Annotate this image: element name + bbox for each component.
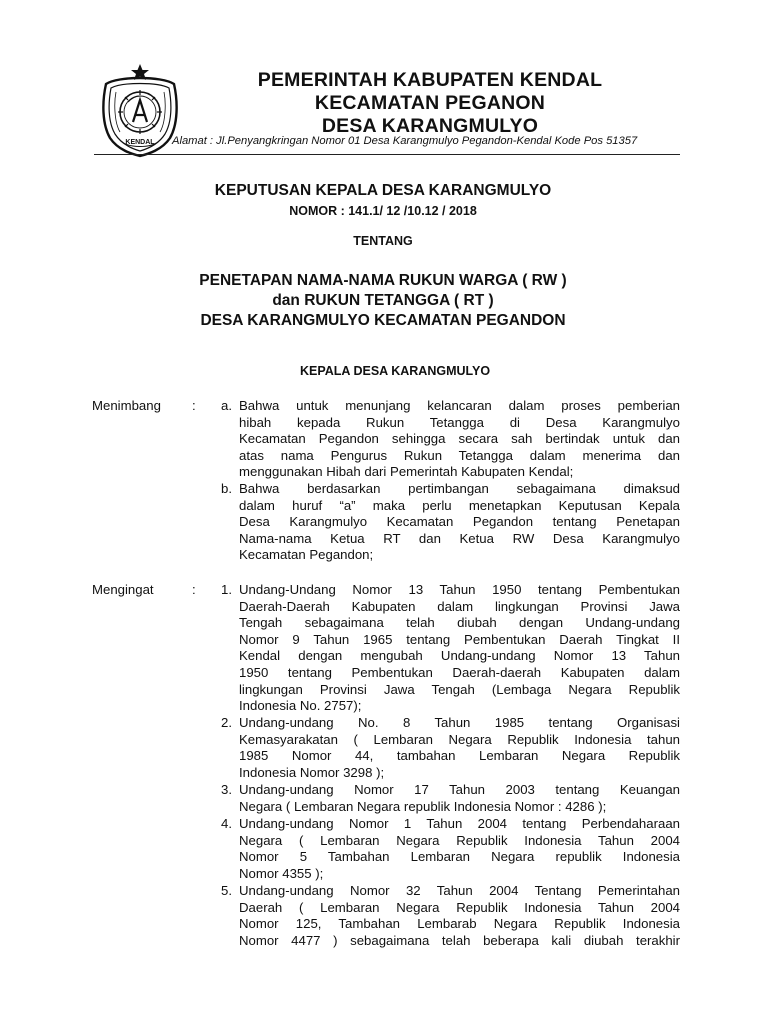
item-marker: 2. (221, 715, 232, 730)
text-line: Kemasyarakatan ( Lembaran Negara Republik Indonesia tahun (239, 731, 680, 747)
text-line: dalam huruf “a” maka perlu menetapkan Keputusan Kepala (239, 497, 680, 513)
decree-about: TENTANG (353, 234, 413, 248)
decree-number: NOMOR : 141.1/ 12 /10.12 / 2018 (289, 204, 477, 218)
item-text (239, 816, 680, 882)
emblem-text: KENDAL (125, 139, 155, 146)
item-text (239, 883, 680, 949)
text-line: 1950 tentang Pembentukan Daerah-daerah Kabupaten dalam (239, 664, 680, 680)
text-line: Indonesia No. 2757); (239, 698, 362, 714)
decree-issuer: KEPALA DESA KARANGMULYO (300, 364, 491, 378)
decree-subject-line: PENETAPAN NAMA-NAMA RUKUN WARGA ( RW ) (199, 272, 567, 289)
text-line: Negara ( Lembaran Negara republik Indonesia Nomor : 4286 ); (239, 798, 607, 814)
text-line: Daerah ( Lembaran Negara Republik Indonesia Tahun 2004 (239, 899, 680, 915)
text-line: hibah kepada Rukun Tetangga di Desa Karangmulyo (239, 414, 680, 430)
item-text (239, 398, 680, 481)
decree-subject-line: DESA KARANGMULYO KECAMATAN PEGANDON (200, 312, 566, 329)
decree-subject-line: dan RUKUN TETANGGA ( RT ) (272, 292, 494, 309)
text-line: Nomor 4355 ); (239, 865, 324, 881)
item-text (239, 782, 680, 815)
text-line: Nama-nama Ketua RT dan Ketua RW Desa Karangmulyo (239, 530, 680, 546)
text-line: Desa Karangmulyo Kecamatan Pegandon tentang Penetapan (239, 514, 680, 530)
kendal-emblem-icon (98, 62, 182, 158)
decree-subject (33, 271, 733, 331)
item-text (239, 481, 680, 564)
item-text (239, 582, 680, 715)
item-text (239, 715, 680, 781)
letterhead-address: Alamat : Jl.Penyangkringan Nomor 01 Desa Karangmulyo Pegandon-Kendal Kode Pos 51357 (172, 135, 638, 147)
text-line: Kendal dengan mengubah Undang-undang Nomor 13 Tahun (239, 648, 680, 664)
text-line: menggunakan Hibah dari Pemerintah Kabupaten Kendal; (239, 464, 574, 480)
item-marker: a. (221, 398, 232, 413)
text-line: 1985 Nomor 44, tambahan Lembaran Negara Republik (239, 748, 680, 764)
text-line: Undang-undang Nomor 32 Tahun 2004 Tentang Pemerintahan (239, 883, 680, 898)
text-line: Kecamatan Pegandon; (239, 547, 374, 563)
text-line: Undang-undang No. 8 Tahun 1985 tentang Organisasi (239, 715, 680, 730)
item-marker: b. (221, 481, 232, 496)
letterhead-village: DESA KARANGMULYO (321, 115, 539, 137)
mengingat-colon: : (192, 582, 196, 597)
letterhead-government: PEMERINTAH KABUPATEN KENDAL (257, 69, 603, 91)
item-marker: 3. (221, 782, 232, 797)
mengingat-label: Mengingat (92, 582, 154, 597)
text-line: Bahwa untuk menunjang kelancaran dalam proses pemberian (239, 398, 680, 413)
letterhead-district: KECAMATAN PEGANON (314, 92, 546, 114)
text-line: Kecamatan Pegandon sehingga secara sah bertindak untuk dan (239, 431, 680, 447)
letterhead-divider (94, 154, 680, 155)
text-line: Negara ( Lembaran Negara Republik Indonesia Tahun 2004 (239, 832, 680, 848)
text-line: Undang-undang Nomor 17 Tahun 2003 tentang Keuangan (239, 782, 680, 797)
text-line: Nomor 5 Tambahan Lembaran Negara republik Indonesia (239, 849, 680, 865)
decree-title: KEPUTUSAN KEPALA DESA KARANGMULYO (214, 182, 552, 199)
text-line: Daerah-Daerah Kabupaten dalam lingkungan Provinsi Jawa (239, 598, 680, 614)
menimbang-colon: : (192, 398, 196, 413)
item-marker: 5. (221, 883, 232, 898)
text-line: Nomor 9 Tahun 1965 tentang Pembentukan Daerah Tingkat II (239, 631, 680, 647)
item-marker: 1. (221, 582, 232, 597)
text-line: atas nama Pengurus Rukun Tetangga dalam menerima dan (239, 447, 680, 463)
item-marker: 4. (221, 816, 232, 831)
text-line: Undang-undang Nomor 1 Tahun 2004 tentang Perbendaharaan (239, 816, 680, 831)
text-line: Nomor 125, Tambahan Lembarab Negara Republik Indonesia (239, 916, 680, 932)
text-line: Nomor 4477 ) sebagaimana telah beberapa kali diubah terakhir (239, 932, 680, 948)
text-line: Indonesia Nomor 3298 ); (239, 764, 385, 780)
text-line: Tengah sebagaimana telah diubah dengan Undang-undang (239, 615, 680, 631)
text-line: Bahwa berdasarkan pertimbangan sebagaimana dimaksud (239, 481, 680, 496)
text-line: Undang-Undang Nomor 13 Tahun 1950 tentang Pembentukan (239, 582, 680, 597)
menimbang-label: Menimbang (92, 398, 161, 413)
text-line: lingkungan Provinsi Jawa Tengah (Lembaga Negara Republik (239, 681, 680, 697)
